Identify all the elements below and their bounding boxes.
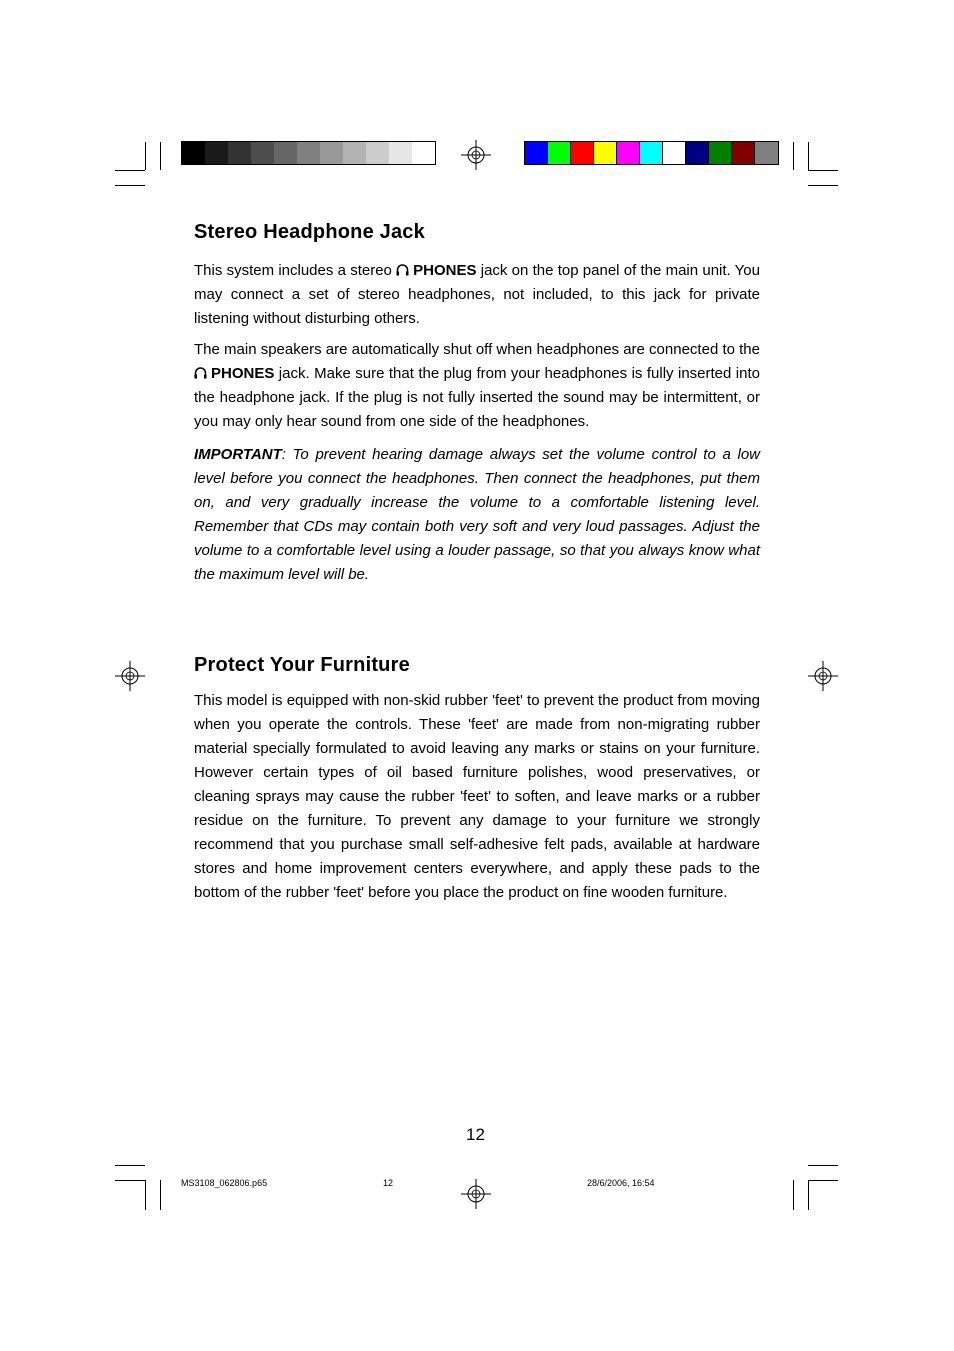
calibration-swatch [182, 142, 205, 164]
calibration-swatch [755, 142, 778, 164]
important-note [194, 443, 760, 587]
calibration-swatch [525, 142, 548, 164]
section-title-headphone-jack: Stereo Headphone Jack [194, 221, 425, 243]
crop-mark [793, 1180, 794, 1210]
crop-mark [808, 170, 838, 171]
text: : To prevent hearing damage always set the volume control to a low level before you connect the headphones. Then connect the headphones, put them on, and very gradually increase the volume to a comfortable listening level. Remember that CDs may contain both very soft and very loud passages. Adjust the volume to a comfortable level using a louder passage, so that you always know what the maximum level will be. [194, 446, 760, 583]
headphone-icon [194, 367, 207, 379]
crop-mark [115, 185, 145, 186]
crop-mark [160, 142, 161, 170]
crop-mark [160, 1180, 161, 1210]
gray-calibration-bar [181, 141, 436, 165]
important-label: IMPORTANT [194, 446, 282, 463]
calibration-swatch [594, 142, 617, 164]
crop-mark [808, 1165, 838, 1166]
text: The main speakers are automatically shut off when headphones are connected to the [194, 341, 760, 358]
section-title-protect-furniture: Protect Your Furniture [194, 654, 410, 676]
calibration-swatch [343, 142, 366, 164]
crop-mark [808, 1180, 838, 1181]
headphone-icon [396, 264, 409, 276]
calibration-swatch [571, 142, 594, 164]
registration-mark-icon [461, 140, 491, 170]
calibration-swatch [640, 142, 663, 164]
calibration-swatch [251, 142, 274, 164]
calibration-swatch [228, 142, 251, 164]
registration-mark-icon [115, 661, 145, 691]
crop-mark [115, 170, 145, 171]
calibration-swatch [663, 142, 686, 164]
footer-page: 12 [383, 1178, 394, 1188]
paragraph-headphone-intro [194, 259, 760, 331]
calibration-swatch [732, 142, 755, 164]
paragraph-furniture: This model is equipped with non-skid rubber 'feet' to prevent the product from moving when you operate the controls. These 'feet' are made from non-migrating rubber material specially formulated to avoid leaving any marks or stains on your furniture. However certain types of oil based furniture polishes, wood preservatives, or cleaning sprays may cause the rubber 'feet' to soften, and leave marks or a rubber residue on the furniture. To prevent any damage to your furniture we strongly recommend that you purchase small self-adhesive felt pads, available at hardware stores and home improvement centers everywhere, and apply these pads to the bottom of the rubber 'feet' before you place the product on fine wooden furniture. [194, 692, 760, 901]
registration-mark-icon [461, 1179, 491, 1209]
calibration-swatch [205, 142, 228, 164]
calibration-swatch [320, 142, 343, 164]
crop-mark [115, 1165, 145, 1166]
text: jack. Make sure that the plug from your headphones is fully inserted into the headphone jack. If the plug is not fully inserted the sound may be intermittent, or you may only hear sound from one side of the headphones. [194, 365, 760, 430]
calibration-swatch [412, 142, 435, 164]
calibration-swatch [274, 142, 297, 164]
calibration-swatch [686, 142, 709, 164]
calibration-swatch [709, 142, 732, 164]
crop-mark [808, 142, 809, 170]
crop-mark [793, 142, 794, 170]
crop-mark [808, 1180, 809, 1210]
text: This system includes a stereo [194, 262, 397, 279]
paragraph-speaker-shutoff [194, 338, 760, 434]
phones-label: PHONES [211, 365, 275, 382]
calibration-swatch [548, 142, 571, 164]
calibration-swatch [617, 142, 640, 164]
calibration-swatch [389, 142, 412, 164]
color-calibration-bar [524, 141, 779, 165]
footer-filename: MS3108_062806.p65 [181, 1178, 268, 1188]
page-number: 12 [466, 1125, 485, 1144]
crop-mark [808, 185, 838, 186]
registration-mark-icon [808, 661, 838, 691]
footer-datetime: 28/6/2006, 16:54 [587, 1178, 655, 1188]
crop-mark [145, 142, 146, 170]
calibration-swatch [366, 142, 389, 164]
crop-mark [145, 1180, 146, 1210]
calibration-swatch [297, 142, 320, 164]
text: jack on the top panel of the main unit. You may connect a set of stereo headphones, not included, to this jack for private listening without disturbing others. [194, 262, 760, 327]
phones-label: PHONES [413, 262, 477, 279]
crop-mark [115, 1180, 145, 1181]
